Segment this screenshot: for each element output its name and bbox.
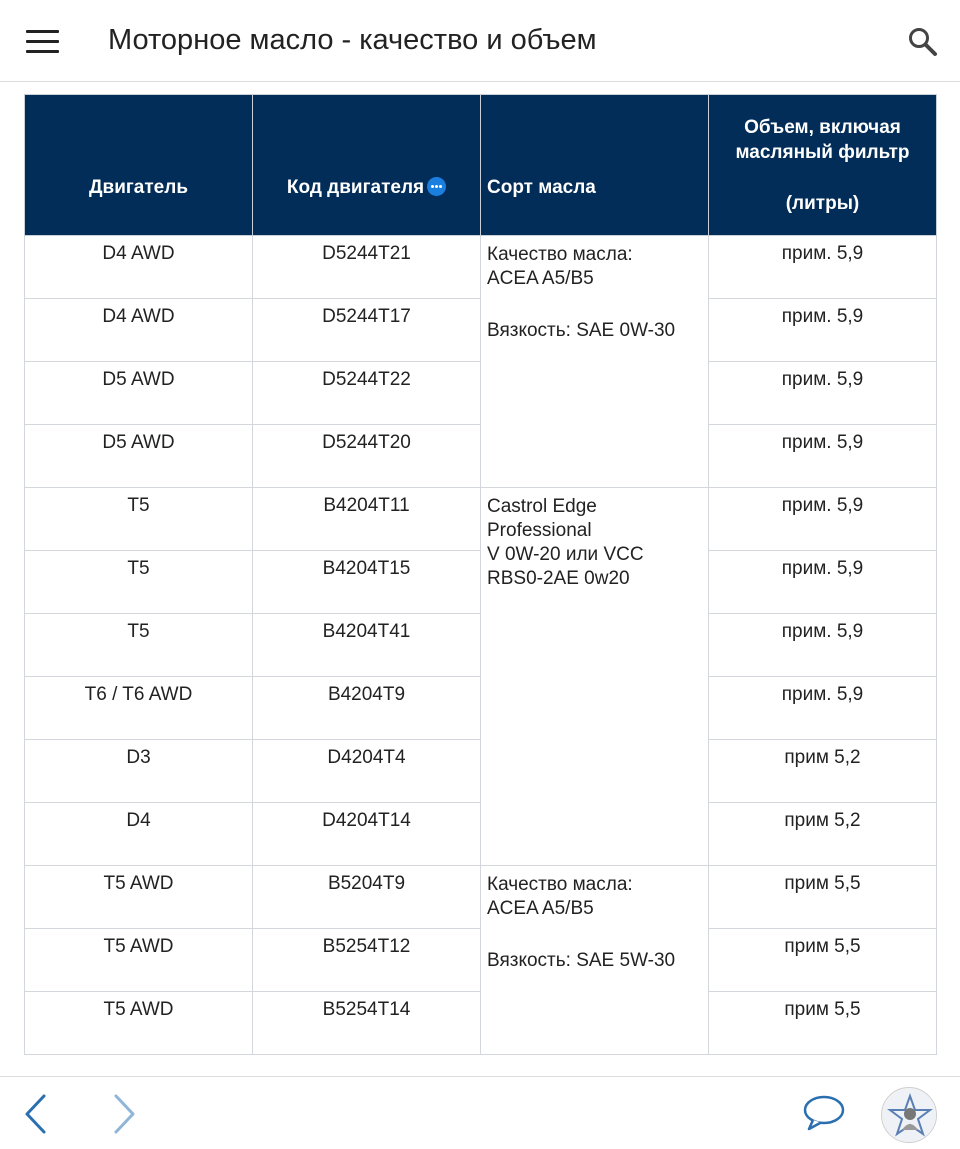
- cell-engine: T5: [25, 551, 253, 614]
- cell-volume: прим 5,5: [709, 929, 937, 992]
- comment-icon[interactable]: [800, 1093, 848, 1133]
- header-volume-line2: масляный фильтр: [735, 141, 910, 163]
- cell-volume: прим. 5,9: [709, 425, 937, 488]
- search-icon[interactable]: [905, 24, 941, 60]
- cell-oil-grade: [481, 866, 709, 1055]
- cell-engine-code: D5244T17: [253, 299, 481, 362]
- cell-engine-code: D4204T14: [253, 803, 481, 866]
- more-info-icon[interactable]: [427, 177, 446, 196]
- oil-grade-line: Вязкость: SAE 5W-30: [487, 950, 676, 971]
- cell-engine-code: B4204T15: [253, 551, 481, 614]
- top-app-bar: [0, 0, 960, 82]
- cell-volume: прим. 5,9: [709, 488, 937, 551]
- header-engine-code: [253, 95, 481, 236]
- cell-engine: T5 AWD: [25, 866, 253, 929]
- cell-engine-code: D5244T21: [253, 236, 481, 299]
- cell-volume: прим 5,2: [709, 803, 937, 866]
- header-oil-grade: Сорт масла: [481, 95, 709, 236]
- chevron-left-icon[interactable]: [18, 1093, 54, 1135]
- oil-grade-line: V 0W-20 или VCC: [487, 544, 644, 565]
- cell-engine: D4: [25, 803, 253, 866]
- cell-engine: T5: [25, 488, 253, 551]
- cell-oil-grade: [481, 488, 709, 866]
- oil-grade-line: ACEA A5/B5: [487, 898, 594, 919]
- cell-engine-code: B4204T41: [253, 614, 481, 677]
- table-row: [25, 866, 937, 929]
- cell-engine-code: D5244T20: [253, 425, 481, 488]
- cell-volume: прим. 5,9: [709, 551, 937, 614]
- page-title: Моторное масло - качество и объем: [108, 24, 597, 56]
- cell-engine-code: D5244T22: [253, 362, 481, 425]
- cell-engine: T5 AWD: [25, 992, 253, 1055]
- bottom-nav-bar: [0, 1076, 960, 1149]
- cell-engine-code: D4204T4: [253, 740, 481, 803]
- cell-engine: T5 AWD: [25, 929, 253, 992]
- cell-volume: прим. 5,9: [709, 614, 937, 677]
- table-row: [25, 488, 937, 551]
- oil-grade-line: ACEA A5/B5: [487, 268, 594, 289]
- oil-table-container: [24, 94, 936, 1055]
- cell-engine: T6 / T6 AWD: [25, 677, 253, 740]
- cell-volume: прим. 5,9: [709, 299, 937, 362]
- cell-volume: прим 5,5: [709, 866, 937, 929]
- table-header-row: [25, 95, 937, 236]
- header-volume: [709, 95, 937, 236]
- oil-grade-line: Вязкость: SAE 0W-30: [487, 320, 676, 341]
- header-volume-line1: Объем, включая: [744, 116, 901, 138]
- oil-grade-line: RBS0-2AE 0w20: [487, 568, 630, 589]
- oil-table: [24, 94, 937, 1055]
- cell-engine: D3: [25, 740, 253, 803]
- cell-engine: D5 AWD: [25, 362, 253, 425]
- cell-engine-code: B4204T9: [253, 677, 481, 740]
- cell-engine-code: B4204T11: [253, 488, 481, 551]
- cell-engine: D5 AWD: [25, 425, 253, 488]
- oil-grade-line: Castrol Edge Professional: [487, 496, 597, 541]
- header-engine-code-label: Код двигателя: [286, 176, 425, 198]
- menu-icon[interactable]: [22, 26, 62, 56]
- table-row: [25, 236, 937, 299]
- cell-engine: D4 AWD: [25, 299, 253, 362]
- cell-oil-grade: [481, 236, 709, 488]
- cell-volume: прим. 5,9: [709, 677, 937, 740]
- oil-grade-spacer: [487, 921, 702, 949]
- cell-engine: T5: [25, 614, 253, 677]
- cell-volume: прим 5,5: [709, 992, 937, 1055]
- avatar[interactable]: [881, 1087, 937, 1143]
- cell-engine-code: B5254T12: [253, 929, 481, 992]
- oil-grade-spacer: [487, 291, 702, 319]
- oil-grade-line: Качество масла:: [487, 874, 633, 895]
- header-engine: Двигатель: [25, 95, 253, 236]
- header-volume-unit: (литры): [785, 192, 860, 214]
- cell-volume: прим. 5,9: [709, 362, 937, 425]
- chevron-right-icon[interactable]: [106, 1093, 142, 1135]
- cell-engine-code: B5204T9: [253, 866, 481, 929]
- cell-volume: прим. 5,9: [709, 236, 937, 299]
- cell-volume: прим 5,2: [709, 740, 937, 803]
- oil-grade-line: Качество масла:: [487, 244, 633, 265]
- cell-engine: D4 AWD: [25, 236, 253, 299]
- cell-engine-code: B5254T14: [253, 992, 481, 1055]
